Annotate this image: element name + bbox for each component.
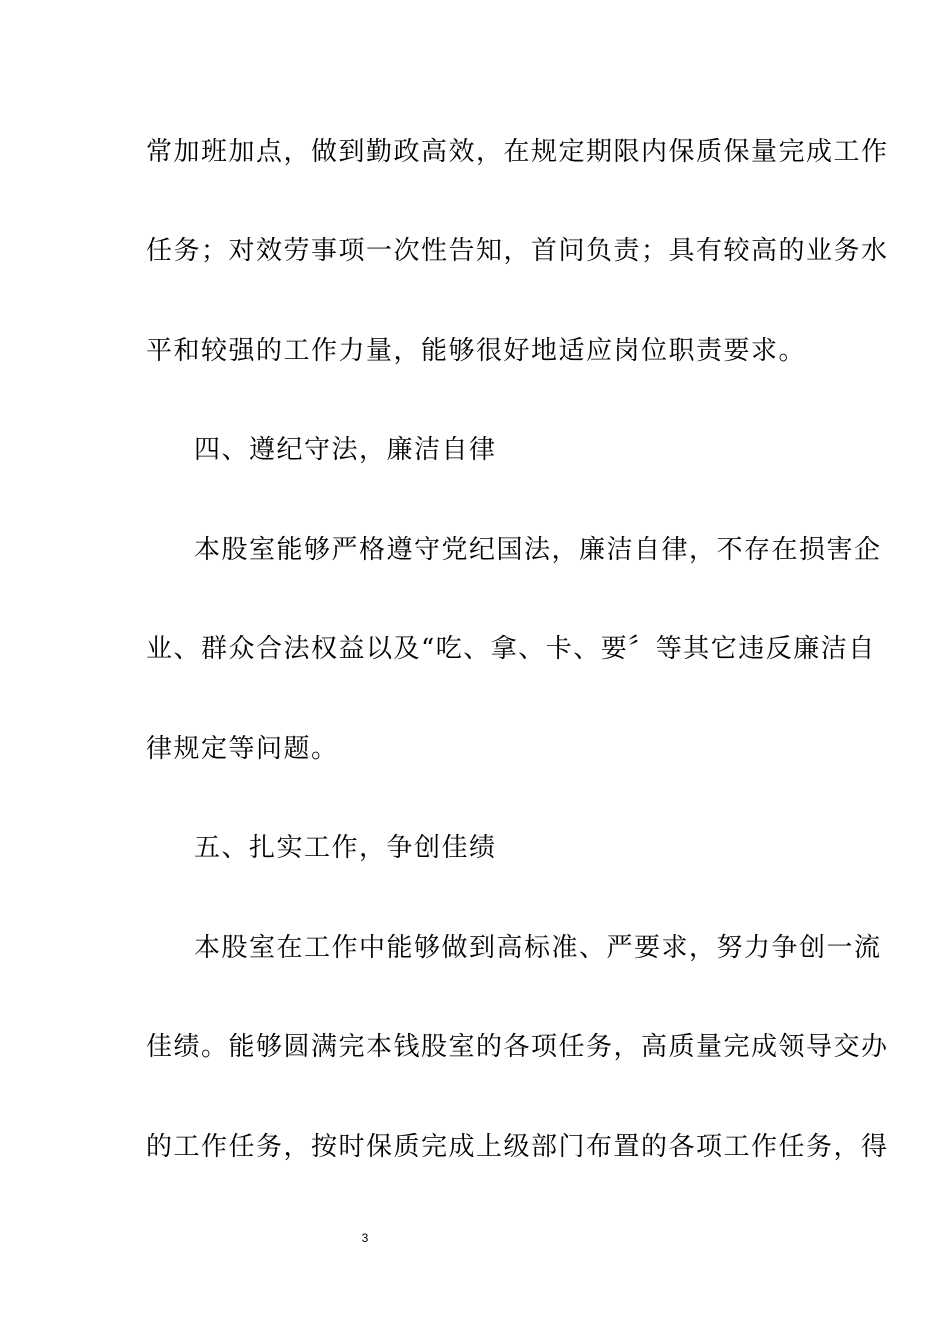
section-heading: 四、遵纪守法，廉洁自律 <box>194 435 497 465</box>
body-text-line: 常加班加点，做到勤政高效，在规定期限内保质保量完成工作 <box>146 137 889 167</box>
body-text-line: 本股室能够严格遵守党纪国法，廉洁自律，不存在损害企 <box>194 535 882 565</box>
body-text-line: 律规定等问题。 <box>146 734 339 764</box>
body-text-line: 佳绩。能够圆满完本钱股室的各项任务，高质量完成领导交办 <box>146 1032 889 1062</box>
body-text-line: 平和较强的工作力量，能够很好地适应岗位职责要求。 <box>146 336 807 366</box>
section-heading: 五、扎实工作，争创佳绩 <box>194 833 497 863</box>
body-text-line: 的工作任务，按时保质完成上级部门布置的各项工作任务，得 <box>146 1132 889 1162</box>
body-text-line: 任务；对效劳事项一次性告知，首问负责；具有较高的业务水 <box>146 236 889 266</box>
page-number: 3 <box>361 1231 369 1245</box>
body-text-line: 本股室在工作中能够做到高标准、严要求，努力争创一流 <box>194 933 882 963</box>
body-text-line: 业、群众合法权益以及“吃、拿、卡、要〞等其它违反廉洁自 <box>146 634 876 664</box>
